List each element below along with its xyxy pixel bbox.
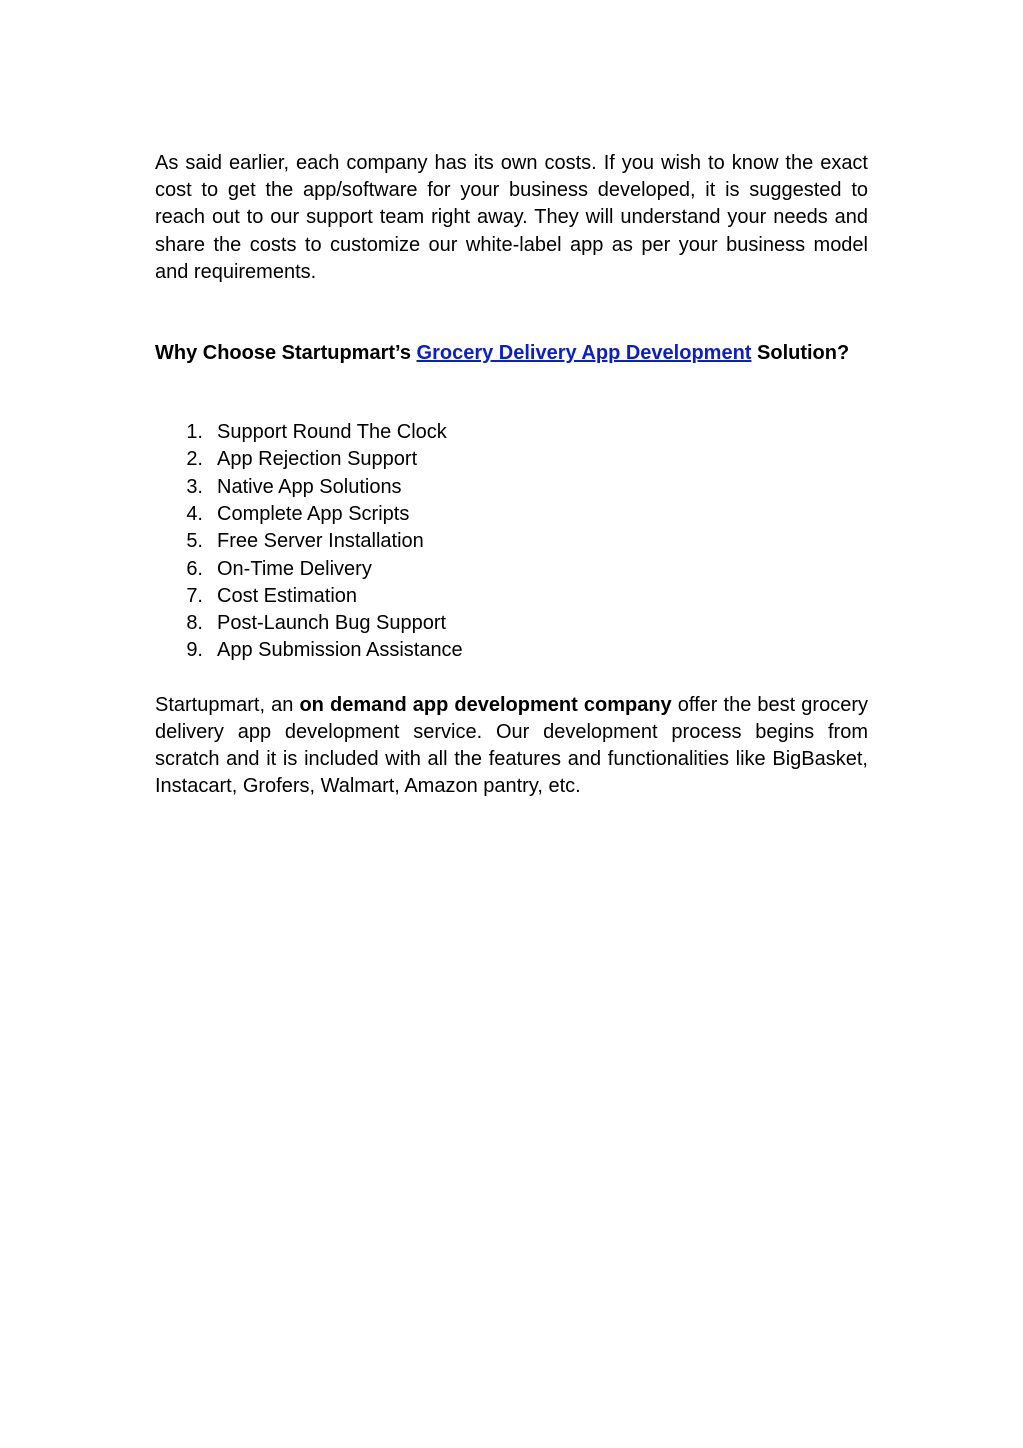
list-item xyxy=(155,528,868,555)
list-item-label: Complete App Scripts xyxy=(217,502,410,525)
heading-suffix: Solution? xyxy=(751,342,850,365)
list-item-label: Support Round The Clock xyxy=(217,421,447,444)
list-item-number: 1. xyxy=(186,421,203,444)
list-item xyxy=(155,419,868,446)
list-item xyxy=(155,583,868,610)
grocery-delivery-app-development-link[interactable]: Grocery Delivery App Development xyxy=(416,342,752,365)
list-item-label: Free Server Installation xyxy=(217,530,424,553)
list-item-label: Native App Solutions xyxy=(217,475,402,498)
list-item xyxy=(155,637,868,664)
list-item-label: App Rejection Support xyxy=(217,448,418,471)
closing-prefix: Startupmart, an xyxy=(155,693,300,716)
list-item-number: 4. xyxy=(186,502,203,525)
list-item-label: App Submission Assistance xyxy=(217,639,463,662)
list-item-number: 2. xyxy=(186,448,203,471)
features-list xyxy=(155,419,868,665)
closing-bold-phrase: on demand app development company xyxy=(299,693,672,716)
closing-suffix: offer the best grocery delivery app development service. Our development process begins from scratch and it is included with all the features and functionalities like BigBasket, Instacart, Grofers, Walmart, Amazon pantry, etc. xyxy=(155,693,868,798)
list-item-label: Post-Launch Bug Support xyxy=(217,612,447,635)
list-item-number: 5. xyxy=(186,530,203,553)
document-page xyxy=(155,150,868,801)
list-item-label: On-Time Delivery xyxy=(217,557,372,580)
list-item xyxy=(155,610,868,637)
list-item xyxy=(155,556,868,583)
list-item-number: 8. xyxy=(186,612,203,635)
list-item xyxy=(155,474,868,501)
closing-paragraph xyxy=(155,692,868,801)
section-heading xyxy=(155,340,868,367)
list-item-number: 7. xyxy=(186,584,203,607)
list-item-number: 3. xyxy=(186,475,203,498)
list-item xyxy=(155,446,868,473)
heading-prefix: Why Choose Startupmart’s xyxy=(155,342,417,365)
list-item xyxy=(155,501,868,528)
list-item-number: 9. xyxy=(186,639,203,662)
list-item-number: 6. xyxy=(186,557,203,580)
list-item-label: Cost Estimation xyxy=(217,584,358,607)
intro-paragraph: As said earlier, each company has its own costs. If you wish to know the exact cost to get the app/software for your business developed, it is suggested to reach out to our support team right away. They will understand your needs and share the costs to customize our white-label app as per your business model and requirements. xyxy=(155,152,868,283)
